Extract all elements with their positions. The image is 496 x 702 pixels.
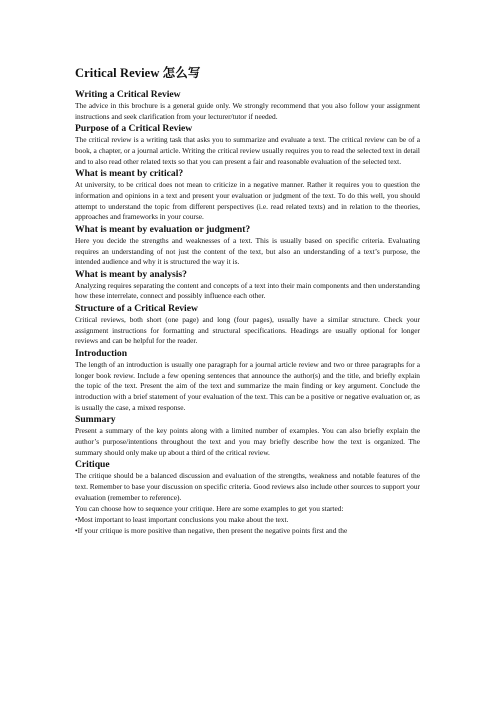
section-introduction [75, 348, 420, 413]
bullet-item: •Most important to least important conclusions you make about the text. [75, 514, 289, 524]
section-heading: What is meant by critical? [75, 168, 184, 180]
section-heading: What is meant by analysis? [75, 268, 187, 280]
paragraph: You can choose how to sequence your critique. Here are some examples to get you started: [75, 504, 344, 514]
section-heading: Critique [75, 459, 110, 471]
section-structure [75, 303, 420, 347]
section-heading: Introduction [75, 348, 128, 360]
section-critical [75, 168, 420, 222]
section-analysis [75, 269, 420, 302]
document-page [75, 66, 420, 536]
section-heading: Writing a Critical Review [75, 89, 181, 100]
paragraph: Critical reviews, both short (one page) and long (four pages), usually have a similar structure. Check your assignment instructions for formatting and structural specifications. Headings are usually optional for longer reviews and can be helpful for the reader. [75, 315, 420, 346]
section-heading: Summary [75, 414, 116, 426]
section-purpose [75, 123, 420, 167]
section-heading: Structure of a Critical Review [75, 303, 198, 315]
section-summary [75, 414, 420, 458]
section-heading: What is meant by evaluation or judgment? [75, 223, 251, 235]
paragraph: The critique should be a balanced discussion and evaluation of the strengths, weakness and notable features of the text. Remember to base your discussion on specific criteria. Good reviews also include other sources to support your evaluation (remember to reference). [75, 471, 421, 502]
section-writing-review [75, 89, 420, 122]
bullet-item: •If your critique is more positive than negative, then present the negative points first and the [75, 525, 348, 535]
section-heading: Purpose of a Critical Review [75, 123, 193, 135]
paragraph: The critical review is a writing task that asks you to summarize and evaluate a text. The critical review can be of a book, a chapter, or a journal article. Writing the critical review usually requires you to read the selected text in detail and to also read other related texts so that you can present a fair and reasonable evaluation of the selected text. [75, 135, 420, 166]
document-title: Critical Review 怎么写 [75, 66, 201, 80]
section-evaluation [75, 224, 420, 268]
paragraph: Analyzing requires separating the content and concepts of a text into their main components and then understanding how these interrelate, connect and possibly influence each other. [75, 280, 420, 301]
section-critique [75, 459, 420, 536]
paragraph: The advice in this brochure is a general guide only. We strongly recommend that you also follow your assignment instructions and seek clarification from your lecturer/tutor if needed. [75, 101, 420, 121]
paragraph: The length of an introduction is usually one paragraph for a journal article review and two or three paragraphs for a longer book review. Include a few opening sentences that announce the author(s) and the title, and briefly explain the topic of the text. Present the aim of the text and summarize the main finding or key argument. Conclude the introduction with a brief statement of your evaluation of the text. This can be a positive or negative evaluation or, as is usually the case, a mixed response. [75, 360, 420, 412]
paragraph: Here you decide the strengths and weaknesses of a text. This is usually based on specific criteria. Evaluating requires an understanding of not just the content of the text, but also an understanding of a text’s purpose, the intended audience and why it is structured the way it is. [75, 235, 420, 267]
paragraph: Present a summary of the key points along with a limited number of examples. You can also briefly explain the author’s purpose/intentions throughout the text and you may briefly describe how the text is organized. The summary should only make up about a third of the critical review. [75, 426, 420, 457]
paragraph: At university, to be critical does not mean to criticize in a negative manner. Rather it requires you to question the information and opinions in a text and present your evaluation or judgment of the text. To do this well, you should attempt to understand the topic from different perspectives (i.e. read related texts) and in relation to the theories, approaches and frameworks in your course. [75, 180, 420, 222]
